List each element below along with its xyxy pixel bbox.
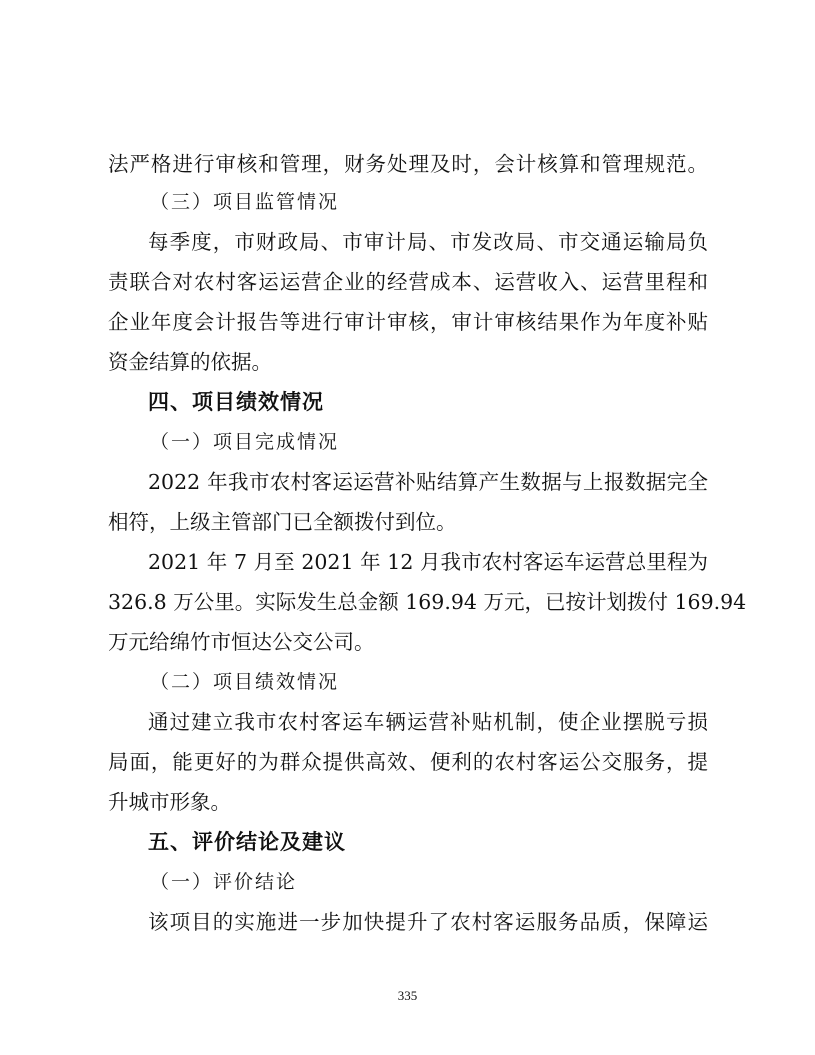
subsection-heading: （一）项目完成情况: [150, 431, 340, 453]
paragraph-line: 局面，能更好的为群众提供高效、便利的农村客运公交服务，提: [108, 750, 708, 774]
paragraph-line: 326.8 万公里。实际发生总金额 169.94 万元，已按计划拨付 169.94: [108, 590, 747, 614]
subsection-heading: （三）项目监管情况: [150, 191, 340, 213]
section-heading: 五、评价结论及建议: [148, 830, 346, 854]
paragraph-line: 2022 年我市农村客运运营补贴结算产生数据与上报数据完全: [148, 470, 708, 494]
paragraph-line: 2021 年 7 月至 2021 年 12 月我市农村客运车运营总里程为: [148, 550, 708, 574]
paragraph-line: 通过建立我市农村客运车辆运营补贴机制，使企业摆脱亏损: [148, 710, 708, 734]
paragraph-line: 万元给绵竹市恒达公交公司。: [108, 630, 375, 654]
section-heading: 四、项目绩效情况: [148, 390, 324, 414]
paragraph-line: 企业年度会计报告等进行审计审核，审计审核结果作为年度补贴: [108, 310, 708, 334]
subsection-heading: （二）项目绩效情况: [150, 671, 340, 693]
paragraph-line: 责联合对农村客运运营企业的经营成本、运营收入、运营里程和: [108, 270, 708, 294]
paragraph-line: 法严格进行审核和管理，财务处理及时，会计核算和管理规范。: [108, 152, 708, 176]
subsection-heading: （一）评价结论: [150, 871, 298, 893]
paragraph-line: 每季度，市财政局、市审计局、市发改局、市交通运输局负: [148, 230, 708, 254]
paragraph-line: 该项目的实施进一步加快提升了农村客运服务品质，保障运: [148, 910, 708, 934]
paragraph-line: 相符，上级主管部门已全额拨付到位。: [108, 510, 457, 534]
paragraph-line: 升城市形象。: [108, 790, 231, 814]
page-number: 335: [397, 988, 418, 1003]
paragraph-line: 资金结算的依据。: [108, 350, 272, 374]
